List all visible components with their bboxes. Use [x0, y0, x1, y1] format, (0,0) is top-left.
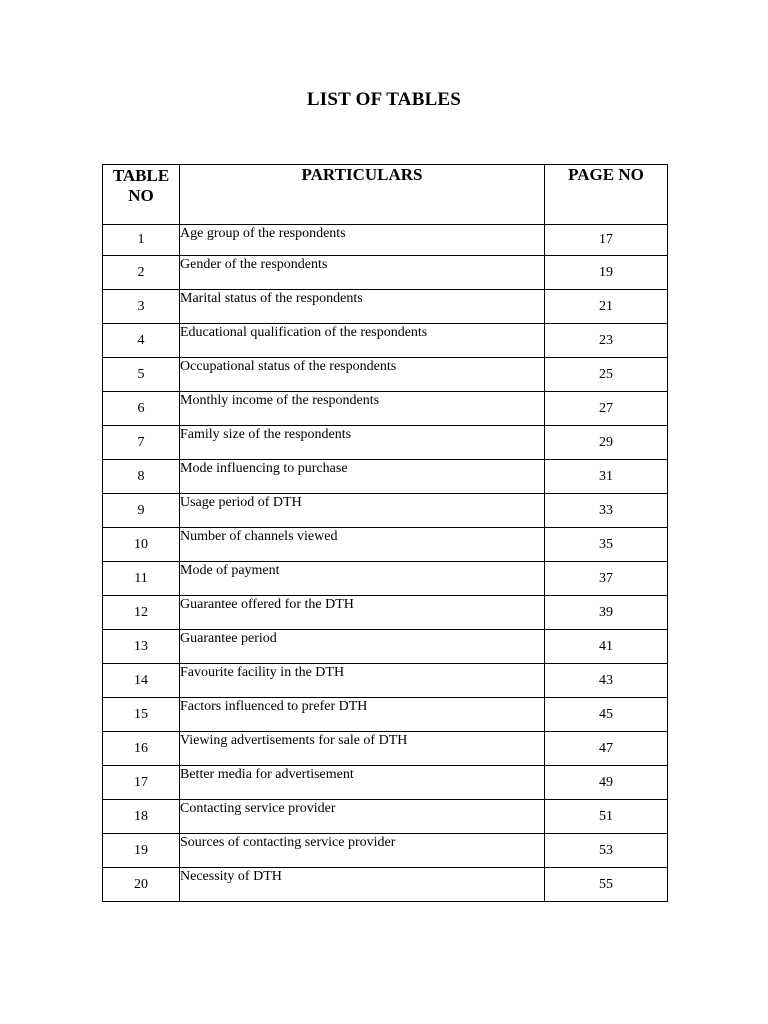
list-of-tables: [102, 164, 668, 902]
table-row: [103, 392, 668, 426]
page-number: 47: [545, 732, 668, 766]
table-row: [103, 290, 668, 324]
table-row: [103, 732, 668, 766]
table-body: [103, 225, 668, 902]
page-number: 17: [545, 225, 668, 256]
header-page-no: PAGE NO: [545, 165, 668, 225]
table-number: 3: [103, 290, 180, 324]
table-particulars: Monthly income of the respondents: [180, 392, 545, 426]
page-number: 43: [545, 664, 668, 698]
table-row: [103, 664, 668, 698]
table-number: 2: [103, 256, 180, 290]
table-particulars: Occupational status of the respondents: [180, 358, 545, 392]
table-particulars: Age group of the respondents: [180, 225, 545, 256]
table-number: 6: [103, 392, 180, 426]
table-row: [103, 358, 668, 392]
page-number: 27: [545, 392, 668, 426]
page-number: 23: [545, 324, 668, 358]
page-number: 33: [545, 494, 668, 528]
table-number: 1: [103, 225, 180, 256]
table-particulars: Guarantee offered for the DTH: [180, 596, 545, 630]
page-number: 45: [545, 698, 668, 732]
table-number: 11: [103, 562, 180, 596]
page-number: 41: [545, 630, 668, 664]
page-number: 31: [545, 460, 668, 494]
table-row: [103, 494, 668, 528]
table-particulars: Marital status of the respondents: [180, 290, 545, 324]
table-particulars: Necessity of DTH: [180, 868, 545, 902]
table-row: [103, 630, 668, 664]
table-row: [103, 562, 668, 596]
table-row: [103, 460, 668, 494]
table-particulars: Educational qualification of the respondents: [180, 324, 545, 358]
table-number: 4: [103, 324, 180, 358]
table-row: [103, 426, 668, 460]
table-number: 14: [103, 664, 180, 698]
table-number: 9: [103, 494, 180, 528]
table-number: 8: [103, 460, 180, 494]
table-row: [103, 834, 668, 868]
table-row: [103, 766, 668, 800]
page-number: 37: [545, 562, 668, 596]
table-particulars: Usage period of DTH: [180, 494, 545, 528]
table-particulars: Better media for advertisement: [180, 766, 545, 800]
table-row: [103, 868, 668, 902]
table-particulars: Number of channels viewed: [180, 528, 545, 562]
header-table-no: TABLE NO: [103, 165, 180, 225]
page-number: 35: [545, 528, 668, 562]
table-row: [103, 324, 668, 358]
table-particulars: Viewing advertisements for sale of DTH: [180, 732, 545, 766]
table-number: 16: [103, 732, 180, 766]
table-number: 19: [103, 834, 180, 868]
table-header-row: [103, 165, 668, 225]
table-particulars: Guarantee period: [180, 630, 545, 664]
table-number: 20: [103, 868, 180, 902]
page-number: 51: [545, 800, 668, 834]
page-number: 19: [545, 256, 668, 290]
header-particulars: PARTICULARS: [180, 165, 545, 225]
table-row: [103, 698, 668, 732]
table-number: 18: [103, 800, 180, 834]
table-particulars: Contacting service provider: [180, 800, 545, 834]
table-particulars: Mode influencing to purchase: [180, 460, 545, 494]
page-number: 49: [545, 766, 668, 800]
table-particulars: Sources of contacting service provider: [180, 834, 545, 868]
table-number: 7: [103, 426, 180, 460]
table-number: 5: [103, 358, 180, 392]
page-title: LIST OF TABLES: [306, 89, 462, 110]
table-number: 17: [103, 766, 180, 800]
table-number: 15: [103, 698, 180, 732]
table-particulars: Favourite facility in the DTH: [180, 664, 545, 698]
table-row: [103, 256, 668, 290]
table-row: [103, 800, 668, 834]
table-particulars: Mode of payment: [180, 562, 545, 596]
page-number: 29: [545, 426, 668, 460]
page-number: 53: [545, 834, 668, 868]
table-particulars: Family size of the respondents: [180, 426, 545, 460]
table-number: 10: [103, 528, 180, 562]
table-particulars: Factors influenced to prefer DTH: [180, 698, 545, 732]
table-row: [103, 528, 668, 562]
table-particulars: Gender of the respondents: [180, 256, 545, 290]
page-number: 55: [545, 868, 668, 902]
table-number: 13: [103, 630, 180, 664]
page-number: 21: [545, 290, 668, 324]
page-number: 39: [545, 596, 668, 630]
table-number: 12: [103, 596, 180, 630]
table-row: [103, 596, 668, 630]
table-row: [103, 225, 668, 256]
page-number: 25: [545, 358, 668, 392]
